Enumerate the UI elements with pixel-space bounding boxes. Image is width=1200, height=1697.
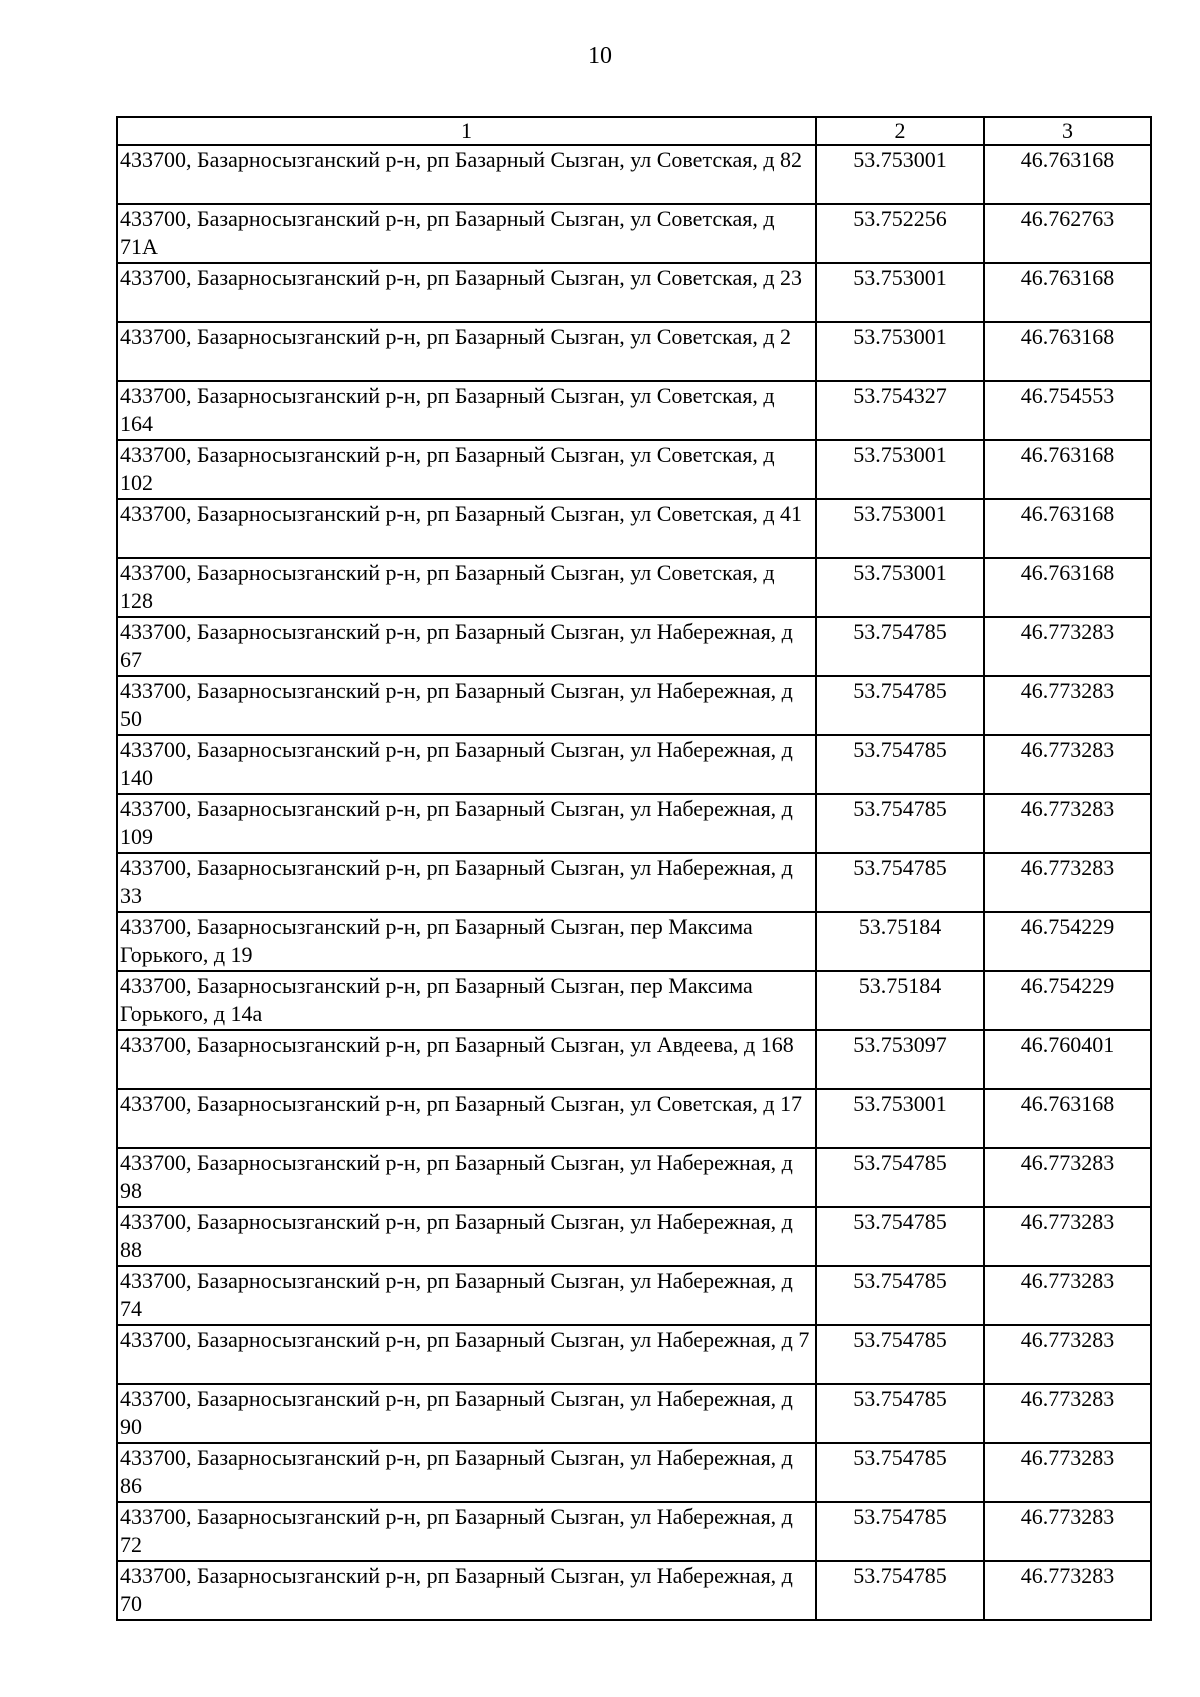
table-row <box>117 1561 1151 1620</box>
table-row <box>117 1443 1151 1502</box>
table-row <box>117 440 1151 499</box>
longitude-cell: 46.763168 <box>984 1089 1151 1148</box>
table-row <box>117 558 1151 617</box>
longitude-cell: 46.773283 <box>984 794 1151 853</box>
longitude-cell: 46.760401 <box>984 1030 1151 1089</box>
latitude-cell: 53.754785 <box>816 617 984 676</box>
longitude-cell: 46.773283 <box>984 1561 1151 1620</box>
address-cell: 433700, Базарносызганский р-н, рп Базарный Сызган, ул Авдеева, д 168 <box>117 1030 816 1089</box>
latitude-cell: 53.753001 <box>816 145 984 204</box>
latitude-cell: 53.753001 <box>816 440 984 499</box>
longitude-cell: 46.763168 <box>984 263 1151 322</box>
latitude-cell: 53.754785 <box>816 1325 984 1384</box>
longitude-cell: 46.773283 <box>984 735 1151 794</box>
address-cell: 433700, Базарносызганский р-н, рп Базарный Сызган, ул Набережная, д 90 <box>117 1384 816 1443</box>
longitude-cell: 46.773283 <box>984 617 1151 676</box>
table-row <box>117 794 1151 853</box>
table-row <box>117 1325 1151 1384</box>
address-cell: 433700, Базарносызганский р-н, рп Базарный Сызган, ул Набережная, д 88 <box>117 1207 816 1266</box>
address-cell: 433700, Базарносызганский р-н, рп Базарный Сызган, ул Советская, д 23 <box>117 263 816 322</box>
latitude-cell: 53.753001 <box>816 322 984 381</box>
longitude-cell: 46.763168 <box>984 440 1151 499</box>
table-row <box>117 853 1151 912</box>
longitude-cell: 46.773283 <box>984 853 1151 912</box>
longitude-cell: 46.773283 <box>984 1325 1151 1384</box>
table-body <box>117 145 1151 1620</box>
address-cell: 433700, Базарносызганский р-н, рп Базарный Сызган, пер Максима Горького, д 14а <box>117 971 816 1030</box>
address-cell: 433700, Базарносызганский р-н, рп Базарный Сызган, ул Набережная, д 140 <box>117 735 816 794</box>
table-row <box>117 1502 1151 1561</box>
table-header-row <box>117 117 1151 145</box>
latitude-cell: 53.754785 <box>816 1443 984 1502</box>
address-cell: 433700, Базарносызганский р-н, рп Базарный Сызган, ул Набережная, д 86 <box>117 1443 816 1502</box>
latitude-cell: 53.75184 <box>816 971 984 1030</box>
longitude-cell: 46.763168 <box>984 322 1151 381</box>
address-cell: 433700, Базарносызганский р-н, рп Базарный Сызган, ул Советская, д 164 <box>117 381 816 440</box>
table-row <box>117 1148 1151 1207</box>
latitude-cell: 53.754785 <box>816 794 984 853</box>
address-cell: 433700, Базарносызганский р-н, рп Базарный Сызган, ул Набережная, д 70 <box>117 1561 816 1620</box>
address-cell: 433700, Базарносызганский р-н, рп Базарный Сызган, ул Набережная, д 109 <box>117 794 816 853</box>
address-cell: 433700, Базарносызганский р-н, рп Базарный Сызган, ул Набережная, д 98 <box>117 1148 816 1207</box>
address-cell: 433700, Базарносызганский р-н, рп Базарный Сызган, ул Советская, д 128 <box>117 558 816 617</box>
table-row <box>117 381 1151 440</box>
longitude-cell: 46.773283 <box>984 1384 1151 1443</box>
address-cell: 433700, Базарносызганский р-н, рп Базарный Сызган, ул Советская, д 71А <box>117 204 816 263</box>
table-row <box>117 322 1151 381</box>
latitude-cell: 53.754785 <box>816 1266 984 1325</box>
address-cell: 433700, Базарносызганский р-н, рп Базарный Сызган, ул Советская, д 2 <box>117 322 816 381</box>
latitude-cell: 53.753001 <box>816 558 984 617</box>
latitude-cell: 53.753097 <box>816 1030 984 1089</box>
address-coordinates-table <box>116 116 1152 1621</box>
address-cell: 433700, Базарносызганский р-н, рп Базарный Сызган, ул Набережная, д 72 <box>117 1502 816 1561</box>
longitude-cell: 46.773283 <box>984 676 1151 735</box>
latitude-cell: 53.75184 <box>816 912 984 971</box>
latitude-cell: 53.754785 <box>816 1384 984 1443</box>
longitude-cell: 46.773283 <box>984 1266 1151 1325</box>
latitude-cell: 53.752256 <box>816 204 984 263</box>
longitude-cell: 46.763168 <box>984 558 1151 617</box>
table-row <box>117 1384 1151 1443</box>
latitude-cell: 53.754785 <box>816 1207 984 1266</box>
longitude-cell: 46.763168 <box>984 145 1151 204</box>
latitude-cell: 53.754785 <box>816 1561 984 1620</box>
longitude-cell: 46.754229 <box>984 971 1151 1030</box>
address-cell: 433700, Базарносызганский р-н, рп Базарный Сызган, ул Советская, д 102 <box>117 440 816 499</box>
table-row <box>117 204 1151 263</box>
longitude-cell: 46.754229 <box>984 912 1151 971</box>
latitude-cell: 53.754785 <box>816 1502 984 1561</box>
longitude-cell: 46.773283 <box>984 1148 1151 1207</box>
table-row <box>117 676 1151 735</box>
address-cell: 433700, Базарносызганский р-н, рп Базарный Сызган, ул Набережная, д 50 <box>117 676 816 735</box>
table-row <box>117 1089 1151 1148</box>
table-row <box>117 971 1151 1030</box>
column-header-3: 3 <box>984 117 1151 145</box>
longitude-cell: 46.773283 <box>984 1443 1151 1502</box>
latitude-cell: 53.753001 <box>816 1089 984 1148</box>
table-row <box>117 1207 1151 1266</box>
longitude-cell: 46.763168 <box>984 499 1151 558</box>
table-row <box>117 499 1151 558</box>
longitude-cell: 46.762763 <box>984 204 1151 263</box>
longitude-cell: 46.754553 <box>984 381 1151 440</box>
table-row <box>117 735 1151 794</box>
address-cell: 433700, Базарносызганский р-н, рп Базарный Сызган, ул Советская, д 82 <box>117 145 816 204</box>
table-row <box>117 617 1151 676</box>
latitude-cell: 53.754785 <box>816 853 984 912</box>
table-row <box>117 145 1151 204</box>
address-cell: 433700, Базарносызганский р-н, рп Базарный Сызган, ул Советская, д 17 <box>117 1089 816 1148</box>
longitude-cell: 46.773283 <box>984 1502 1151 1561</box>
latitude-cell: 53.753001 <box>816 263 984 322</box>
table-row <box>117 263 1151 322</box>
table-row <box>117 1030 1151 1089</box>
table-row <box>117 1266 1151 1325</box>
address-cell: 433700, Базарносызганский р-н, рп Базарный Сызган, ул Набережная, д 33 <box>117 853 816 912</box>
longitude-cell: 46.773283 <box>984 1207 1151 1266</box>
latitude-cell: 53.753001 <box>816 499 984 558</box>
latitude-cell: 53.754327 <box>816 381 984 440</box>
table-row <box>117 912 1151 971</box>
latitude-cell: 53.754785 <box>816 1148 984 1207</box>
address-cell: 433700, Базарносызганский р-н, рп Базарный Сызган, ул Набережная, д 7 <box>117 1325 816 1384</box>
address-cell: 433700, Базарносызганский р-н, рп Базарный Сызган, ул Набережная, д 67 <box>117 617 816 676</box>
latitude-cell: 53.754785 <box>816 735 984 794</box>
address-cell: 433700, Базарносызганский р-н, рп Базарный Сызган, пер Максима Горького, д 19 <box>117 912 816 971</box>
latitude-cell: 53.754785 <box>816 676 984 735</box>
column-header-1: 1 <box>117 117 816 145</box>
address-cell: 433700, Базарносызганский р-н, рп Базарный Сызган, ул Советская, д 41 <box>117 499 816 558</box>
address-cell: 433700, Базарносызганский р-н, рп Базарный Сызган, ул Набережная, д 74 <box>117 1266 816 1325</box>
column-header-2: 2 <box>816 117 984 145</box>
page-number: 10 <box>588 43 612 69</box>
